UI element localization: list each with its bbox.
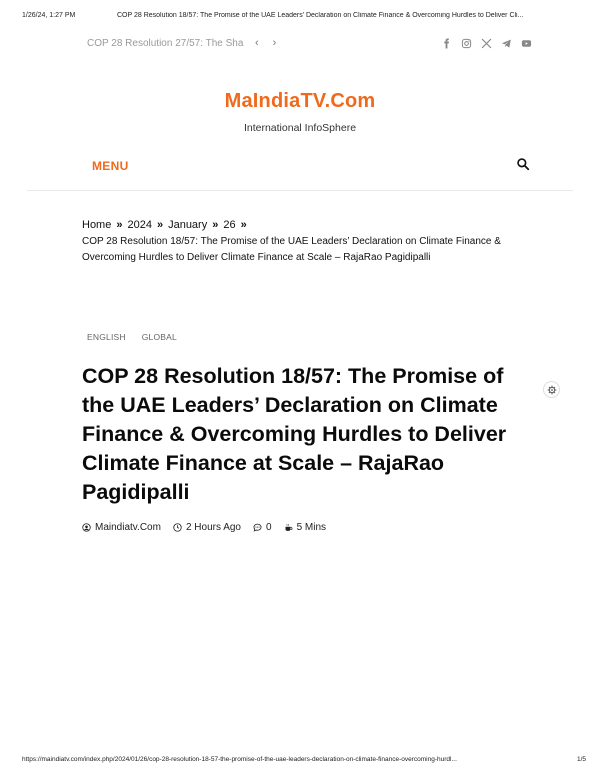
breadcrumb-current: COP 28 Resolution 18/57: The Promise of the UAE Leaders’ Declaration on Climate Finance & Overcoming Hurdles to Deliver Climate Finance at Scale – RajaRao Pagidipalli <box>82 236 501 263</box>
x-twitter-icon[interactable] <box>481 38 492 49</box>
user-icon <box>82 523 91 532</box>
search-icon[interactable] <box>516 157 530 171</box>
read-time: 5 Mins <box>296 522 327 533</box>
article-title: COP 28 Resolution 18/57: The Promise of the UAE Leaders’ Declaration on Climate Finance & Overcoming Hurdles to Deliver Climate Finance at Scale – RajaRao Pagidipalli <box>82 364 507 504</box>
ticker-prev-button[interactable]: ‹ <box>255 37 259 49</box>
article-meta <box>82 522 338 533</box>
ticker-controls <box>255 37 276 49</box>
category-tags <box>87 332 177 342</box>
social-links <box>441 38 532 49</box>
facebook-icon[interactable] <box>441 38 452 49</box>
page-number: 1/5 <box>576 756 586 763</box>
site-logo[interactable]: MaIndiaTV.Com <box>224 90 376 112</box>
comment-count[interactable]: 0 <box>266 522 272 533</box>
category-global[interactable]: GLOBAL <box>141 332 177 342</box>
author-name[interactable]: Maindiatv.Com <box>95 522 161 533</box>
main-navigation <box>27 155 573 191</box>
breadcrumb-separator: » <box>212 219 219 231</box>
breadcrumb-separator: » <box>116 219 123 231</box>
print-datetime: 1/26/24, 1:27 PM <box>22 12 76 19</box>
youtube-icon[interactable] <box>521 38 532 49</box>
comment-icon <box>253 523 262 532</box>
print-footer <box>22 756 586 763</box>
site-branding <box>0 90 600 134</box>
print-url: https://maindiatv.com/index.php/2024/01/26/cop-28-resolution-18-57-the-promise-of-the-uae-leaders-declaration-on-climate-finance-overcoming-hurdl... <box>22 756 457 763</box>
ticker-next-button[interactable]: › <box>272 37 277 49</box>
clock-icon <box>173 523 182 532</box>
category-english[interactable]: ENGLISH <box>87 332 126 342</box>
breadcrumb-day[interactable]: 26 <box>223 219 236 231</box>
instagram-icon[interactable] <box>461 38 472 49</box>
coffee-icon <box>284 523 293 532</box>
time-meta <box>173 522 241 533</box>
read-time-meta <box>284 522 326 533</box>
print-header <box>22 12 586 24</box>
breadcrumb-year[interactable]: 2024 <box>127 219 152 231</box>
print-page-title: COP 28 Resolution 18/57: The Promise of the UAE Leaders’ Declaration on Climate Finance & Overcoming Hurdles to Deliver Cli... <box>117 12 524 19</box>
breadcrumb-month[interactable]: January <box>168 219 208 231</box>
breadcrumb-separator: » <box>240 219 247 231</box>
top-bar <box>87 34 532 52</box>
author-meta[interactable] <box>82 522 161 533</box>
telegram-icon[interactable] <box>501 38 512 49</box>
settings-gear-icon[interactable] <box>543 381 560 398</box>
breadcrumb-separator: » <box>156 219 164 231</box>
comments-meta[interactable] <box>253 522 272 533</box>
breadcrumb-home[interactable]: Home <box>82 219 112 231</box>
news-ticker[interactable]: COP 28 Resolution 27/57: The Sha <box>87 37 244 49</box>
site-tagline: International InfoSphere <box>243 122 357 134</box>
menu-button[interactable]: MENU <box>92 159 129 173</box>
breadcrumb <box>82 217 512 266</box>
post-time: 2 Hours Ago <box>185 522 241 533</box>
